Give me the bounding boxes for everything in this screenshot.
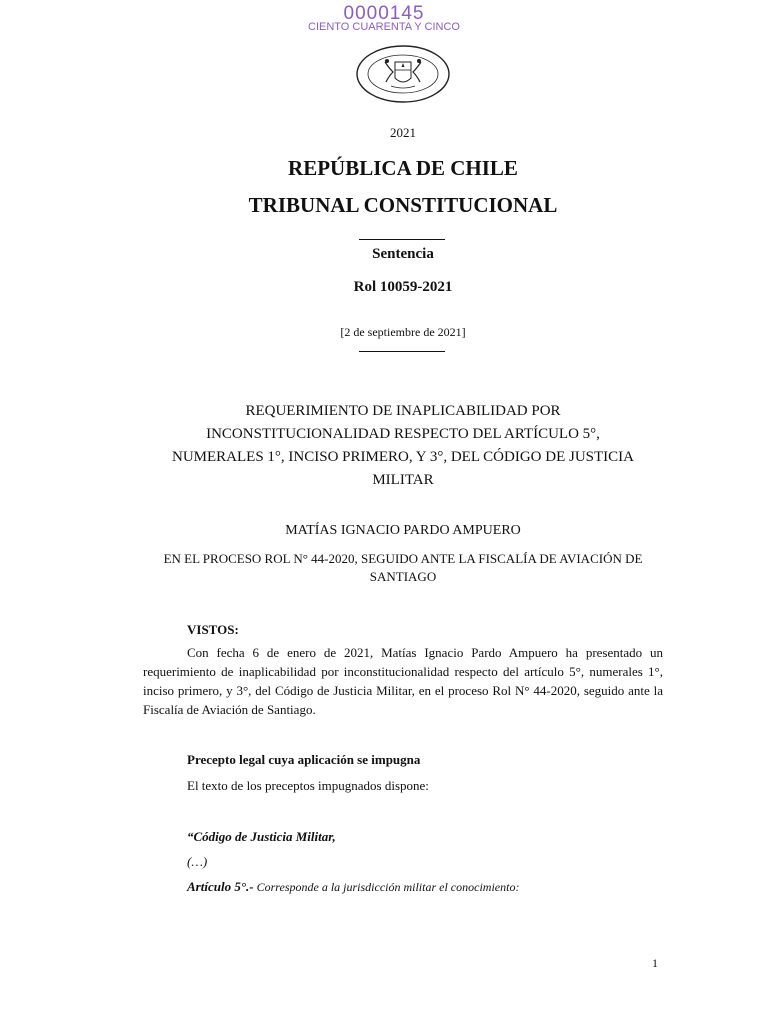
articulo-5	[187, 877, 707, 897]
precepto-paragraph: El texto de los preceptos impugnados dispone:	[187, 778, 429, 793]
vistos-heading: VISTOS:	[187, 622, 239, 637]
stamp-number: 0000145	[343, 3, 425, 24]
codigo-heading: “Código de Justicia Militar,	[187, 829, 336, 844]
tribunal-seal	[355, 44, 451, 104]
sentence-date: [2 de septiembre de 2021]	[340, 325, 466, 339]
divider	[359, 239, 445, 240]
divider	[359, 351, 445, 352]
page-number: 1	[652, 956, 658, 970]
articulo-text: Corresponde a la jurisdicción militar el conocimiento:	[253, 880, 520, 894]
stamp-words: CIENTO CUARENTA Y CINCO	[308, 21, 460, 33]
republic-title: REPÚBLICA DE CHILE	[288, 156, 518, 180]
document-year: 2021	[390, 125, 416, 140]
articulo-label: Artículo 5°.-	[187, 879, 254, 894]
precepto-heading: Precepto legal cuya aplicación se impugna	[187, 752, 421, 767]
requirement-caption: REQUERIMIENTO DE INAPLICABILIDAD POR INCONSTITUCIONALIDAD RESPECTO DEL ARTÍCULO 5°, NUMERALES 1°, INCISO PRIMERO, Y 3°, DEL CÓDIGO DE JUSTICIA MILITAR	[172, 403, 634, 488]
vistos-paragraph: Con fecha 6 de enero de 2021, Matías Ignacio Pardo Ampuero ha presentado un requerimiento de inaplicabilidad por inconstitucionalidad respecto del artículo 5°, numerales 1°, inciso primero, y 3°, del Código de Justicia Militar, en el proceso Rol N° 44-2020, seguido ante la Fiscalía de Aviación de Santiago.	[143, 645, 663, 717]
case-rol: Rol 10059-2021	[353, 279, 453, 295]
document-type: Sentencia	[372, 246, 434, 262]
party-name: MATÍAS IGNACIO PARDO AMPUERO	[285, 523, 521, 538]
process-caption: EN EL PROCESO ROL N° 44-2020, SEGUIDO ANTE LA FISCALÍA DE AVIACIÓN DE SANTIAGO	[163, 551, 643, 584]
omission-marker: (…)	[187, 854, 208, 869]
tribunal-title: TRIBUNAL CONSTITUCIONAL	[248, 193, 558, 217]
